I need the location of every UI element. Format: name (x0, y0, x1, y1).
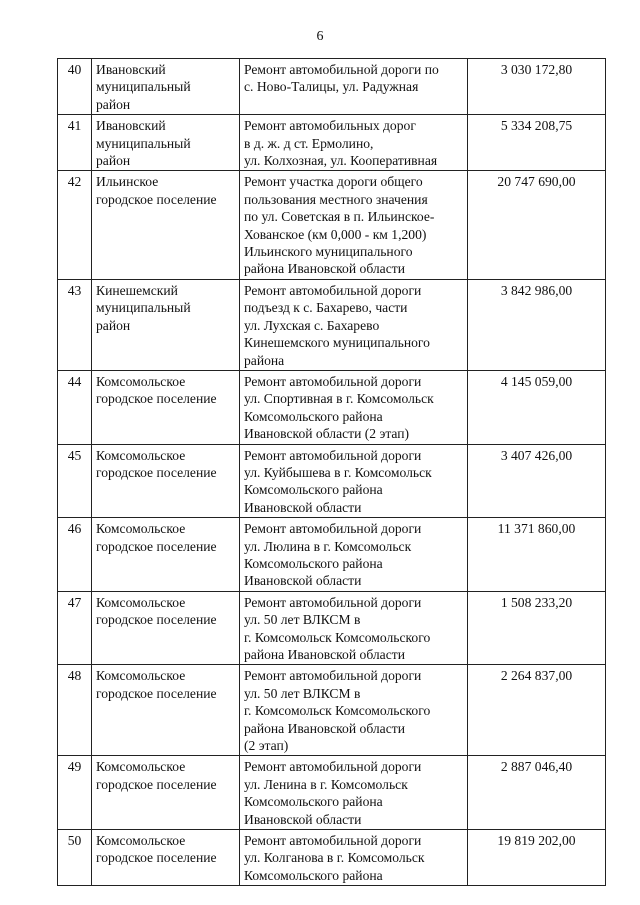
municipality-line: городское поселение (96, 191, 217, 207)
municipality-line: Комсомольское (96, 759, 186, 775)
municipality-line: Комсомольское (96, 668, 186, 684)
description-cell (240, 591, 468, 665)
municipality-line: городское поселение (96, 391, 217, 407)
row-number: 42 (58, 171, 92, 279)
municipality-line: Комсомольское (96, 521, 186, 537)
description-line: ул. Спортивная в г. Комсомольск (244, 391, 434, 407)
description-line: Кинешемского муниципального (244, 335, 430, 351)
description-line: Ремонт автомобильной дороги (244, 373, 422, 389)
municipality-line: городское поселение (96, 464, 217, 480)
table-row (58, 591, 606, 665)
municipality-line: Комсомольское (96, 833, 186, 849)
table-row (58, 756, 606, 830)
row-number: 47 (58, 591, 92, 665)
description-line: Ивановской области (244, 811, 362, 827)
table-row (58, 370, 606, 444)
municipality-cell (92, 591, 240, 665)
description-line: г. Комсомольск Комсомольского (244, 703, 431, 719)
description-line: Ремонт автомобильной дороги (244, 447, 422, 463)
municipality-line: Комсомольское (96, 373, 186, 389)
description-line: с. Ново-Талицы, ул. Радужная (244, 79, 419, 95)
municipality-line: городское поселение (96, 850, 217, 866)
description-line: района Ивановской области (244, 720, 405, 736)
row-number: 46 (58, 518, 92, 592)
description-line: Комсомольского района (244, 867, 383, 883)
description-line: ул. Ленина в г. Комсомольск (244, 776, 408, 792)
municipality-cell (92, 665, 240, 756)
municipality-line: Ивановский (96, 118, 166, 134)
description-line: района (244, 352, 285, 368)
amount-cell: 19 819 202,00 (468, 830, 606, 886)
row-number: 45 (58, 444, 92, 518)
municipality-line: Ивановский (96, 62, 166, 77)
description-line: района Ивановской области (244, 261, 405, 277)
description-line: ул. Куйбышева в г. Комсомольск (244, 464, 432, 480)
row-number: 40 (58, 59, 92, 115)
table-row (58, 665, 606, 756)
row-number: 48 (58, 665, 92, 756)
amount-cell: 3 407 426,00 (468, 444, 606, 518)
description-line: Ремонт автомобильной дороги (244, 668, 422, 684)
description-cell (240, 279, 468, 370)
amount-cell: 5 334 208,75 (468, 115, 606, 171)
description-cell (240, 171, 468, 279)
municipality-line: район (96, 153, 131, 169)
table-row (58, 279, 606, 370)
municipality-line: Комсомольское (96, 447, 186, 463)
description-cell (240, 115, 468, 171)
municipality-cell (92, 830, 240, 886)
description-line: ул. 50 лет ВЛКСМ в (244, 612, 361, 628)
table-row (58, 830, 606, 886)
description-line: Ремонт автомобильной дороги (244, 282, 422, 298)
amount-cell: 2 887 046,40 (468, 756, 606, 830)
description-line: по ул. Советская в п. Ильинское- (244, 209, 435, 225)
municipality-line: городское поселение (96, 685, 217, 701)
description-cell (240, 518, 468, 592)
table-row (58, 444, 606, 518)
municipality-line: Ильинское (96, 174, 159, 190)
municipality-line: район (96, 96, 131, 112)
amount-cell: 4 145 059,00 (468, 370, 606, 444)
description-line: Комсомольского района (244, 794, 383, 810)
description-line: Ремонт автомобильной дороги по (244, 62, 439, 77)
amount-cell: 20 747 690,00 (468, 171, 606, 279)
amount-cell: 3 842 986,00 (468, 279, 606, 370)
description-cell (240, 756, 468, 830)
description-line: района Ивановской области (244, 647, 405, 662)
description-cell (240, 830, 468, 886)
table-row (58, 59, 606, 115)
municipality-line: городское поселение (96, 612, 217, 628)
description-line: подъезд к с. Бахарево, части (244, 300, 408, 316)
description-line: Ивановской области (244, 573, 362, 589)
description-line: Ремонт автомобильной дороги (244, 759, 422, 775)
description-line: Ильинского муниципального (244, 244, 413, 260)
description-line: г. Комсомольск Комсомольского (244, 629, 431, 645)
municipality-cell (92, 370, 240, 444)
table-body (58, 59, 606, 886)
description-line: ул. 50 лет ВЛКСМ в (244, 685, 361, 701)
description-line: пользования местного значения (244, 191, 428, 207)
description-line: Ремонт автомобильной дороги (244, 594, 422, 610)
amount-cell: 11 371 860,00 (468, 518, 606, 592)
description-cell (240, 444, 468, 518)
municipality-line: муниципальный (96, 79, 191, 95)
description-line: Ивановской области (244, 499, 362, 515)
municipality-line: городское поселение (96, 538, 217, 554)
row-number: 49 (58, 756, 92, 830)
description-line: Ремонт автомобильной дороги (244, 521, 422, 537)
amount-cell: 1 508 233,20 (468, 591, 606, 665)
description-line: Ремонт автомобильных дорог (244, 118, 416, 134)
description-cell (240, 59, 468, 115)
municipality-line: муниципальный (96, 300, 191, 316)
row-number: 41 (58, 115, 92, 171)
description-line: (2 этап) (244, 738, 289, 754)
description-line: в д. ж. д ст. Ермолино, (244, 135, 374, 151)
description-cell (240, 665, 468, 756)
description-line: Ивановской области (2 этап) (244, 426, 410, 442)
amount-cell: 2 264 837,00 (468, 665, 606, 756)
description-line: Ремонт автомобильной дороги (244, 833, 422, 849)
row-number: 50 (58, 830, 92, 886)
municipality-cell (92, 115, 240, 171)
table-row (58, 518, 606, 592)
amount-cell: 3 030 172,80 (468, 59, 606, 115)
municipality-cell (92, 171, 240, 279)
description-line: ул. Колганова в г. Комсомольск (244, 850, 425, 866)
description-line: Комсомольского района (244, 482, 383, 498)
description-line: Комсомольского района (244, 408, 383, 424)
municipality-line: район (96, 317, 131, 333)
municipality-cell (92, 59, 240, 115)
row-number: 43 (58, 279, 92, 370)
table-row (58, 171, 606, 279)
municipality-line: Комсомольское (96, 594, 186, 610)
road-repair-table (57, 58, 606, 886)
row-number: 44 (58, 370, 92, 444)
description-line: Хованское (км 0,000 - км 1,200) (244, 226, 427, 242)
municipality-cell (92, 518, 240, 592)
description-line: ул. Люлина в г. Комсомольск (244, 538, 412, 554)
municipality-line: городское поселение (96, 776, 217, 792)
description-line: ул. Колхозная, ул. Кооперативная (244, 153, 438, 169)
table-row (58, 115, 606, 171)
page-number: 6 (316, 29, 324, 44)
municipality-line: Кинешемский (96, 282, 178, 298)
description-line: Ремонт участка дороги общего (244, 174, 423, 190)
description-line: ул. Лухская с. Бахарево (244, 317, 380, 333)
municipality-line: муниципальный (96, 135, 191, 151)
description-line: Комсомольского района (244, 555, 383, 571)
municipality-cell (92, 444, 240, 518)
description-cell (240, 370, 468, 444)
municipality-cell (92, 279, 240, 370)
municipality-cell (92, 756, 240, 830)
